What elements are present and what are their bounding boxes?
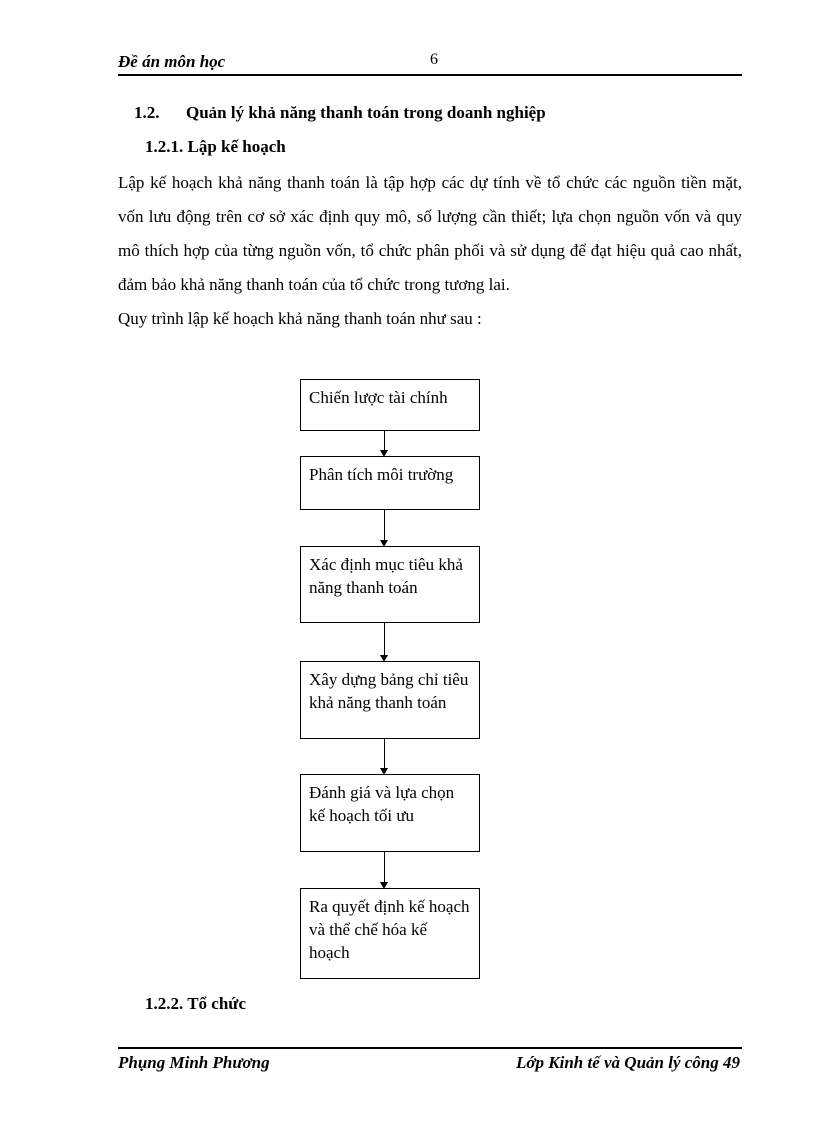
footer-class: Lớp Kinh tế và Quản lý công 49: [516, 1053, 740, 1072]
flow-step-objectives: Xác định mục tiêu khả năng thanh toán: [300, 546, 480, 623]
document-title: Đề án môn học: [118, 52, 226, 71]
flow-arrow: [384, 623, 385, 655]
flow-step-decision: Ra quyết định kế hoạch và thể chế hóa kế hoạch: [300, 888, 480, 979]
flow-arrow: [384, 510, 385, 540]
flow-arrow: [384, 852, 385, 882]
section-title: Quản lý khả năng thanh toán trong doanh nghiệp: [186, 103, 546, 122]
flow-arrow: [384, 431, 385, 450]
paragraph: Lập kế hoạch khả năng thanh toán là tập hợp các dự tính về tổ chức các nguồn tiền mặt, vốn lưu động trên cơ sở xác định quy mô, số lượng cần thiết; lựa chọn nguồn vốn và quy mô thích hợp của từng nguồn vốn, tổ chức phân phối và sử dụng để đạt hiệu quả cao nhất, đảm bảo khả năng thanh toán của tổ chức trong tương lai.: [118, 173, 742, 294]
paragraph: Quy trình lập kế hoạch khả năng thanh toán như sau :: [118, 309, 482, 328]
section-heading-1-2-2: 1.2.2. Tổ chức: [145, 994, 247, 1013]
footer-author: Phụng Minh Phương: [118, 1053, 270, 1072]
section-heading-1-2: [134, 103, 546, 123]
section-heading-1-2-1: 1.2.1. Lập kế hoạch: [145, 137, 286, 156]
section-number: 1.2.: [134, 103, 160, 122]
body-text: [118, 166, 742, 336]
page-number: 6: [430, 51, 438, 68]
flow-step-indicators: Xây dựng bảng chỉ tiêu khả năng thanh toán: [300, 661, 480, 739]
flow-step-environment: Phân tích môi trường: [300, 456, 480, 510]
page-header: [118, 50, 742, 76]
flow-step-evaluate: Đánh giá và lựa chọn kế hoạch tối ưu: [300, 774, 480, 852]
flow-arrow: [384, 739, 385, 768]
flow-step-strategy: Chiến lược tài chính: [300, 379, 480, 431]
page-footer: [118, 1047, 742, 1079]
